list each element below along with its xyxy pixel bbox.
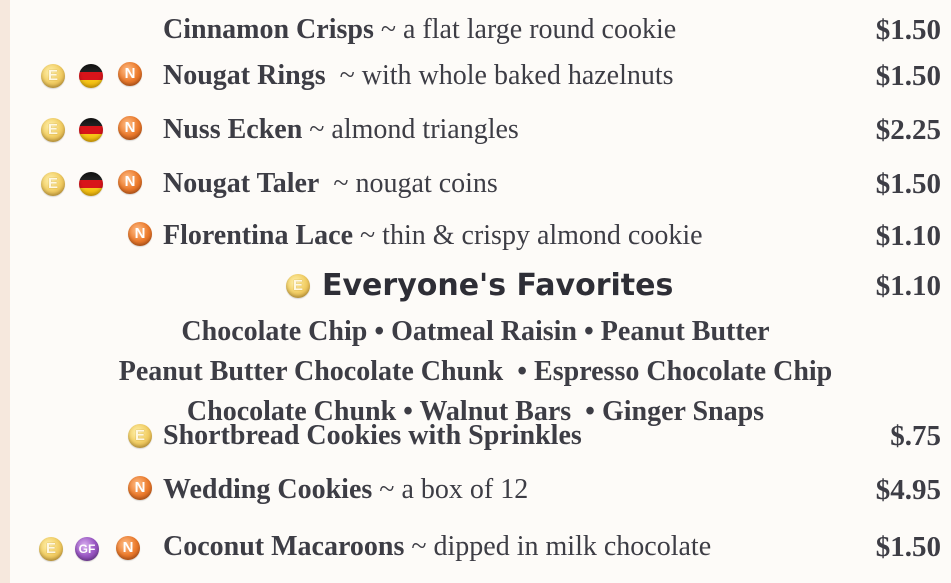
flavor-line: Chocolate Chip • Oatmeal Raisin • Peanut Butter	[181, 316, 770, 347]
nut-icon: N	[118, 170, 142, 194]
menu-item	[0, 8, 951, 52]
egg-icon: E	[286, 274, 310, 298]
menu-item	[0, 214, 951, 258]
menu-item	[0, 54, 951, 98]
item-text	[163, 8, 676, 52]
item-price: $1.50	[875, 14, 941, 46]
item-name: Nougat Taler	[163, 168, 320, 199]
item-text	[163, 162, 498, 206]
item-price: $1.50	[875, 168, 941, 200]
flavor-line: Peanut Butter Chocolate Chunk • Espresso Chocolate Chip	[118, 356, 833, 387]
item-price: $.75	[890, 420, 941, 452]
item-description: dipped in milk chocolate	[433, 531, 712, 562]
item-text	[163, 468, 528, 512]
egg-icon: E	[41, 118, 65, 142]
item-name: Cinnamon Crisps	[163, 14, 374, 45]
item-separator: ~	[302, 114, 332, 145]
nut-icon: N	[118, 116, 142, 140]
section-price: $1.10	[875, 270, 941, 302]
egg-icon: E	[128, 424, 152, 448]
item-text	[163, 214, 703, 258]
item-price: $4.95	[875, 474, 941, 506]
menu-item	[0, 525, 951, 569]
item-text	[163, 414, 582, 458]
item-separator: ~	[325, 60, 362, 91]
item-description: a box of 12	[401, 474, 529, 505]
german-flag-icon	[79, 172, 103, 196]
item-description: thin & crispy almond cookie	[382, 220, 703, 251]
gluten-free-icon: GF	[75, 537, 99, 561]
egg-icon: E	[41, 64, 65, 88]
item-separator: ~	[319, 168, 356, 199]
item-separator: ~	[373, 14, 403, 45]
nut-icon: N	[128, 476, 152, 500]
item-name: Coconut Macaroons	[163, 531, 405, 562]
item-name: Florentina Lace	[163, 220, 354, 251]
item-description: with whole baked hazelnuts	[361, 60, 674, 91]
item-name: Wedding Cookies	[163, 474, 373, 505]
item-price: $1.50	[875, 60, 941, 92]
item-name: Nougat Rings	[163, 60, 326, 91]
german-flag-icon	[79, 64, 103, 88]
menu-item	[0, 162, 951, 206]
item-description: almond triangles	[331, 114, 519, 145]
item-text	[163, 54, 674, 98]
flavor-line: Chocolate Chunk • Walnut Bars • Ginger Snaps	[186, 396, 765, 427]
nut-icon: N	[116, 536, 140, 560]
item-name: Nuss Ecken	[163, 114, 303, 145]
german-flag-icon	[79, 118, 103, 142]
item-description: nougat coins	[355, 168, 498, 199]
item-description: a flat large round cookie	[403, 14, 677, 45]
item-price: $1.10	[875, 220, 941, 252]
item-separator: ~	[372, 474, 402, 505]
menu-item	[0, 108, 951, 152]
menu-item	[0, 414, 951, 458]
menu-item	[0, 468, 951, 512]
section-title: Everyone's Favorites	[322, 268, 674, 303]
item-price: $1.50	[875, 531, 941, 563]
nut-icon: N	[128, 222, 152, 246]
item-text	[163, 108, 519, 152]
item-separator: ~	[353, 220, 383, 251]
favorites-heading	[0, 264, 951, 308]
item-name: Shortbread Cookies with Sprinkles	[163, 420, 582, 451]
item-text	[163, 525, 711, 569]
item-separator: ~	[404, 531, 434, 562]
egg-icon: E	[41, 172, 65, 196]
nut-icon: N	[118, 62, 142, 86]
egg-icon: E	[39, 537, 63, 561]
item-price: $2.25	[875, 114, 941, 146]
